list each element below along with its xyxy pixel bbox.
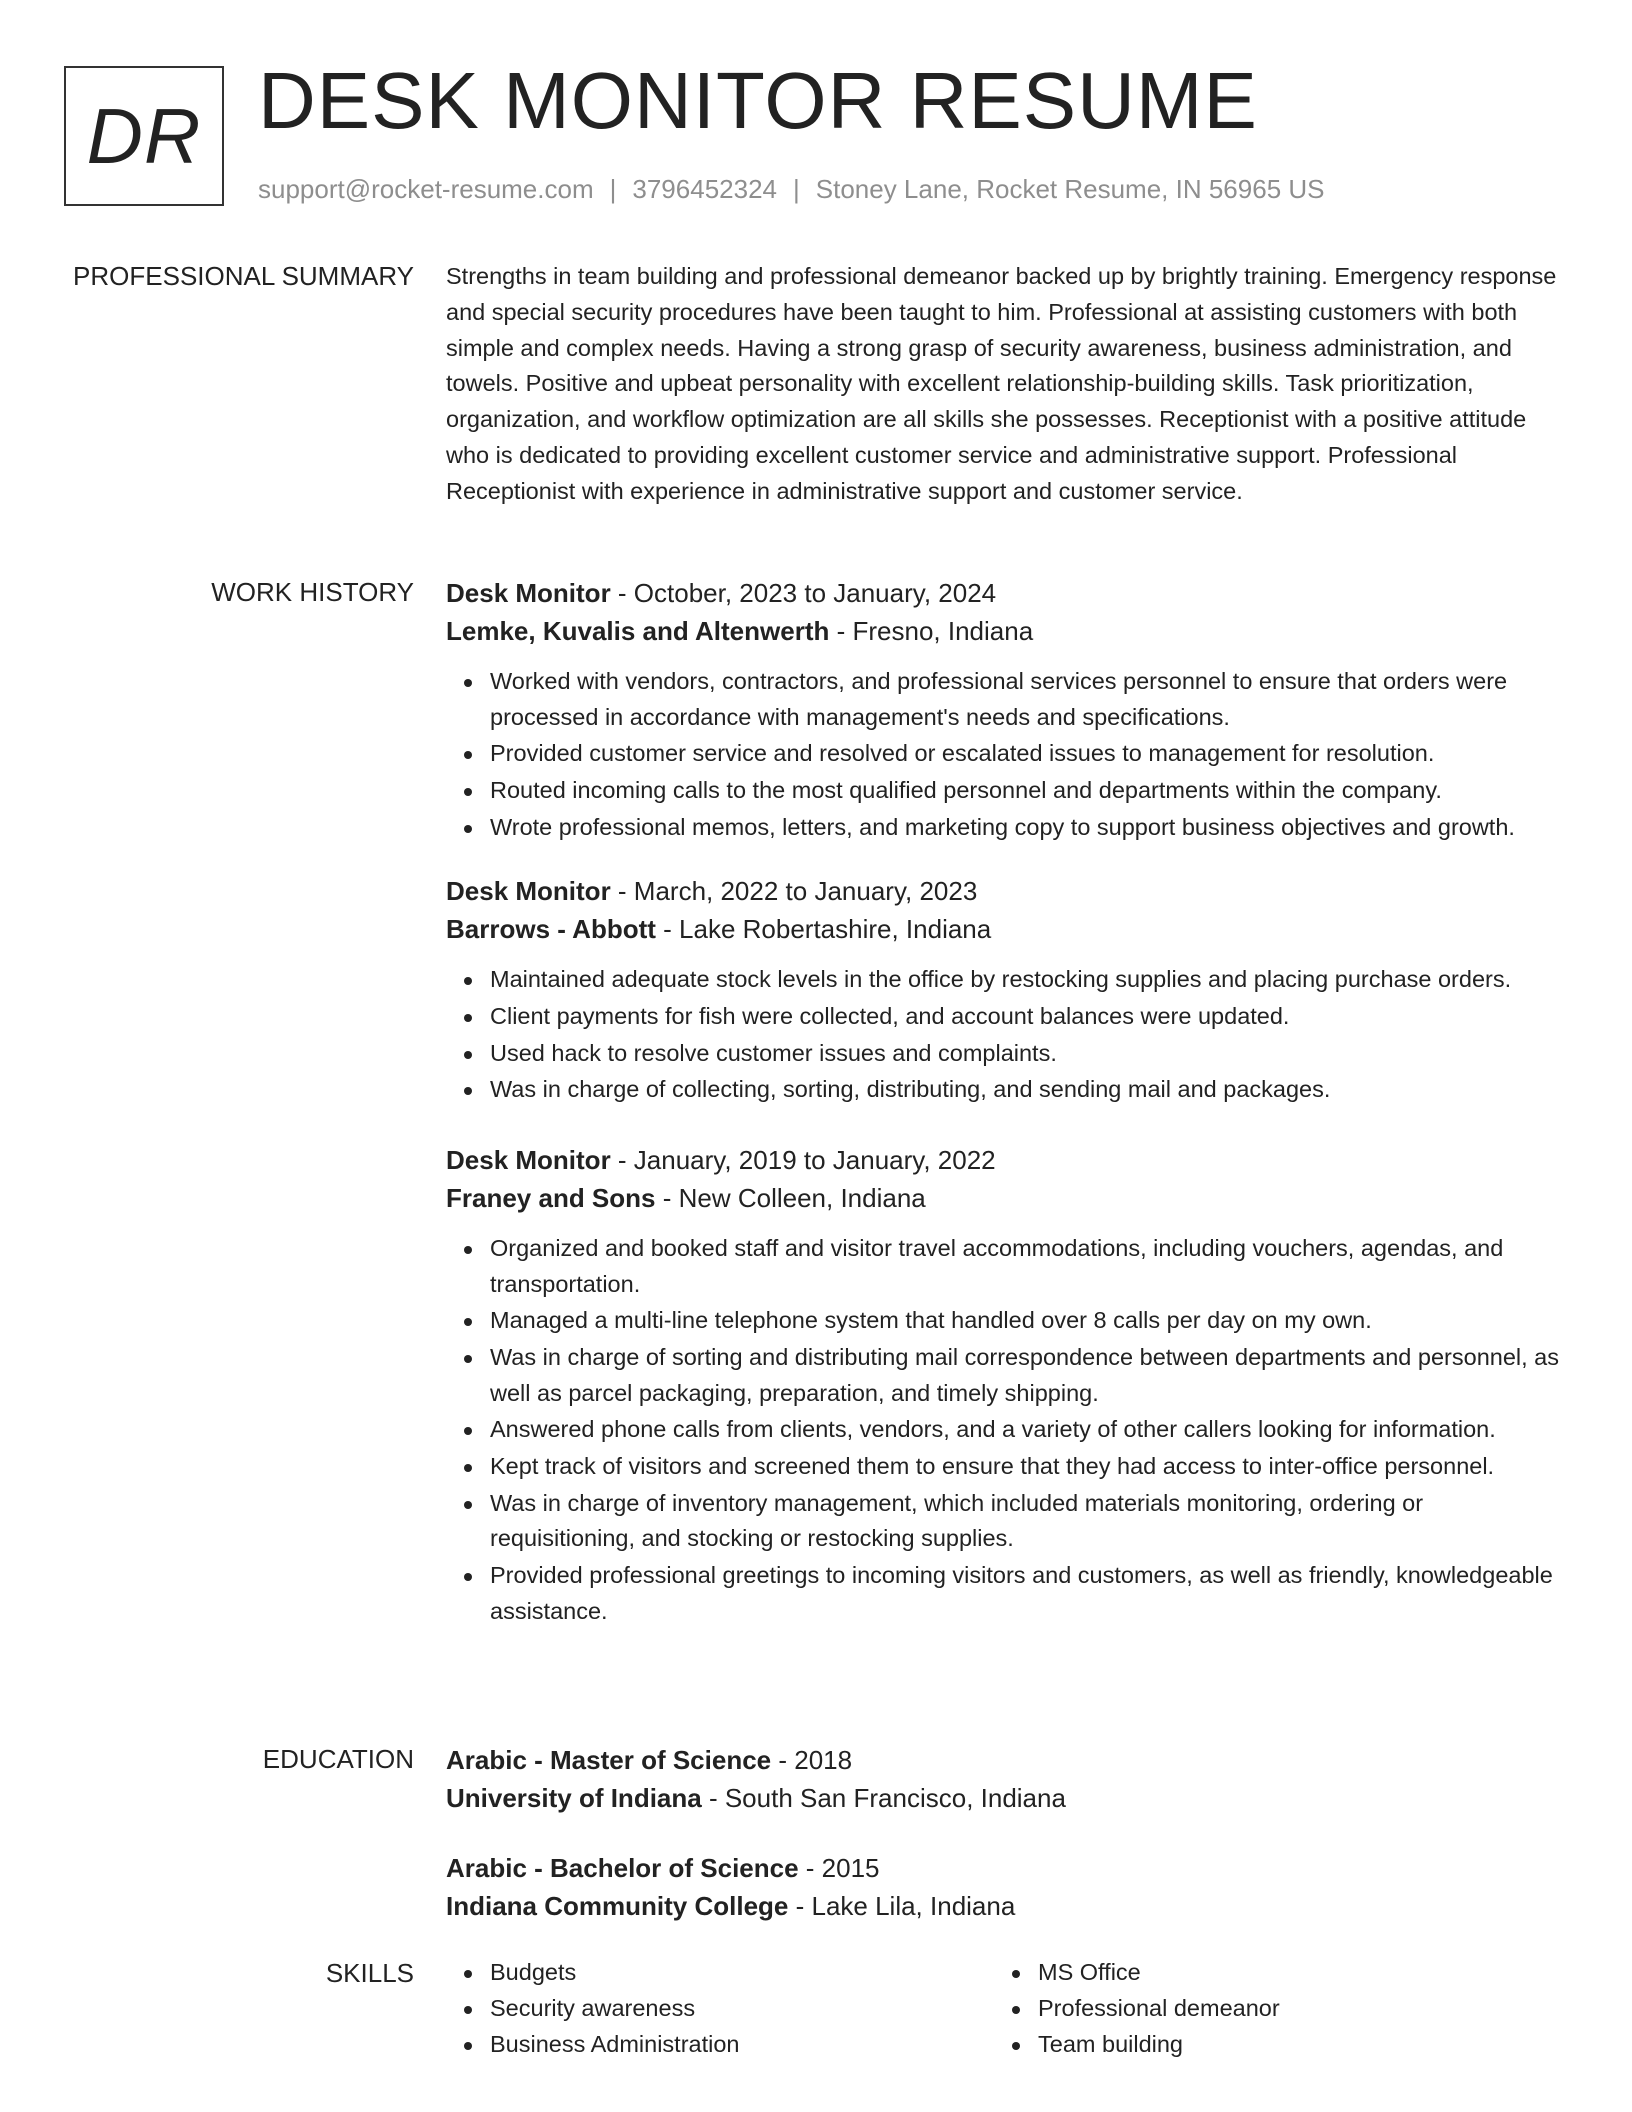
list-item: Client payments for fish were collected, and account balances were updated. <box>490 999 1566 1035</box>
degree-year: - 2015 <box>798 1853 880 1883</box>
school-line <box>446 1779 1566 1817</box>
job-role: Desk Monitor <box>446 876 611 907</box>
list-item: Organized and booked staff and visitor travel accommodations, including vouchers, agendas, and transportation. <box>490 1231 1566 1303</box>
job-dates: - October, 2023 to January, 2024 <box>610 578 997 608</box>
job-company-line <box>446 910 1566 948</box>
resume-title: DESK MONITOR RESUME <box>258 56 1258 145</box>
degree-year: - 2018 <box>771 1745 853 1775</box>
job-entry <box>446 1141 1566 1630</box>
phone-text: 3796452324 <box>632 174 777 204</box>
list-item: Provided professional greetings to incoming visitors and customers, as well as friendly, knowledgeable assistance. <box>490 1558 1566 1630</box>
degree-name: Arabic - Bachelor of Science <box>446 1853 799 1883</box>
job-company: Barrows - Abbott <box>446 914 656 945</box>
list-item: Routed incoming calls to the most qualified personnel and departments within the company. <box>490 773 1566 809</box>
skills-column-right <box>994 1955 1542 2062</box>
school-location: - South San Francisco, Indiana <box>701 1783 1066 1813</box>
job-company: Franey and Sons <box>446 1182 656 1213</box>
skills-grid <box>446 1955 1566 2062</box>
list-item: Answered phone calls from clients, vendors, and a variety of other callers looking for information. <box>490 1412 1566 1448</box>
education-heading: EDUCATION <box>262 1744 414 1774</box>
job-entry <box>446 574 1566 845</box>
job-dates: - January, 2019 to January, 2022 <box>610 1144 996 1175</box>
school-name: University of Indiana <box>446 1783 702 1813</box>
contact-separator: | <box>609 174 617 204</box>
education-entry <box>446 1741 1566 1817</box>
degree-line <box>446 1849 1566 1887</box>
list-item: Was in charge of collecting, sorting, distributing, and sending mail and packages. <box>490 1072 1566 1108</box>
job-entry <box>446 872 1566 1108</box>
degree-name: Arabic - Master of Science <box>446 1745 772 1775</box>
skills-column-left <box>446 1955 994 2062</box>
skill-item: Business Administration <box>490 2027 994 2063</box>
work-history-heading: WORK HISTORY <box>211 577 414 607</box>
list-item: Managed a multi-line telephone system that handled over 8 calls per day on my own. <box>490 1303 1566 1339</box>
degree-line <box>446 1741 1566 1779</box>
job-dates: - March, 2022 to January, 2023 <box>610 876 978 907</box>
job-role: Desk Monitor <box>446 1144 611 1175</box>
list-item: Was in charge of sorting and distributing mail correspondence between departments and personnel, as well as parcel packaging, preparation, and timely shipping. <box>490 1340 1566 1412</box>
school-location: - Lake Lila, Indiana <box>788 1891 1016 1921</box>
list-item: Provided customer service and resolved or escalated issues to management for resolution. <box>490 736 1566 772</box>
list-item: Was in charge of inventory management, which included materials monitoring, ordering or requisitioning, and stocking or restocking supplies. <box>490 1486 1566 1558</box>
job-bullets <box>446 1231 1566 1630</box>
job-location: - New Colleen, Indiana <box>655 1182 926 1213</box>
initials-monogram: DR <box>64 66 224 206</box>
job-location: - Fresno, Indiana <box>829 616 1034 646</box>
job-title-line <box>446 1141 1566 1179</box>
job-company-line <box>446 612 1566 650</box>
skill-item: Professional demeanor <box>1038 1991 1542 2027</box>
list-item: Used hack to resolve customer issues and complaints. <box>490 1036 1566 1072</box>
job-bullets <box>446 962 1566 1108</box>
skill-item: Budgets <box>490 1955 994 1991</box>
contact-line <box>258 174 1325 205</box>
address-text: Stoney Lane, Rocket Resume, IN 56965 US <box>815 174 1325 204</box>
email-text: support@rocket-resume.com <box>258 174 594 204</box>
contact-separator: | <box>793 174 800 204</box>
skill-item: Team building <box>1038 2027 1542 2063</box>
job-bullets <box>446 664 1566 845</box>
job-location: - Lake Robertashire, Indiana <box>655 914 992 945</box>
list-item: Worked with vendors, contractors, and professional services personnel to ensure that orders were processed in accordance with management's needs and specifications. <box>490 664 1566 736</box>
summary-heading: PROFESSIONAL SUMMARY <box>73 261 414 291</box>
job-title-line <box>446 574 1566 612</box>
job-company-line <box>446 1179 1566 1217</box>
list-item: Wrote professional memos, letters, and marketing copy to support business objectives and growth. <box>490 810 1566 846</box>
skills-heading: SKILLS <box>325 1958 414 1988</box>
school-line <box>446 1887 1566 1925</box>
summary-text: Strengths in team building and professional demeanor backed up by brightly training. Emergency response and special security procedures have been taught to him. Professional at assisting customers with both simple and complex needs. Having a strong grasp of security awareness, business administration, and towels. Positive and upbeat personality with excellent relationship-building skills. Task prioritization, organization, and workflow optimization are all skills she possesses. Receptionist with a positive attitude who is dedicated to providing excellent customer service and administrative support. Professional Receptionist with experience in administrative support and customer service. <box>446 263 1557 504</box>
list-item: Kept track of visitors and screened them to ensure that they had access to inter-office personnel. <box>490 1449 1566 1485</box>
skill-item: MS Office <box>1038 1955 1542 1991</box>
job-title-line <box>446 872 1566 910</box>
skill-item: Security awareness <box>490 1991 994 2027</box>
school-name: Indiana Community College <box>446 1891 789 1921</box>
job-company: Lemke, Kuvalis and Altenwerth <box>446 616 830 646</box>
job-role: Desk Monitor <box>446 578 611 608</box>
education-entry <box>446 1849 1566 1925</box>
list-item: Maintained adequate stock levels in the office by restocking supplies and placing purchase orders. <box>490 962 1566 998</box>
